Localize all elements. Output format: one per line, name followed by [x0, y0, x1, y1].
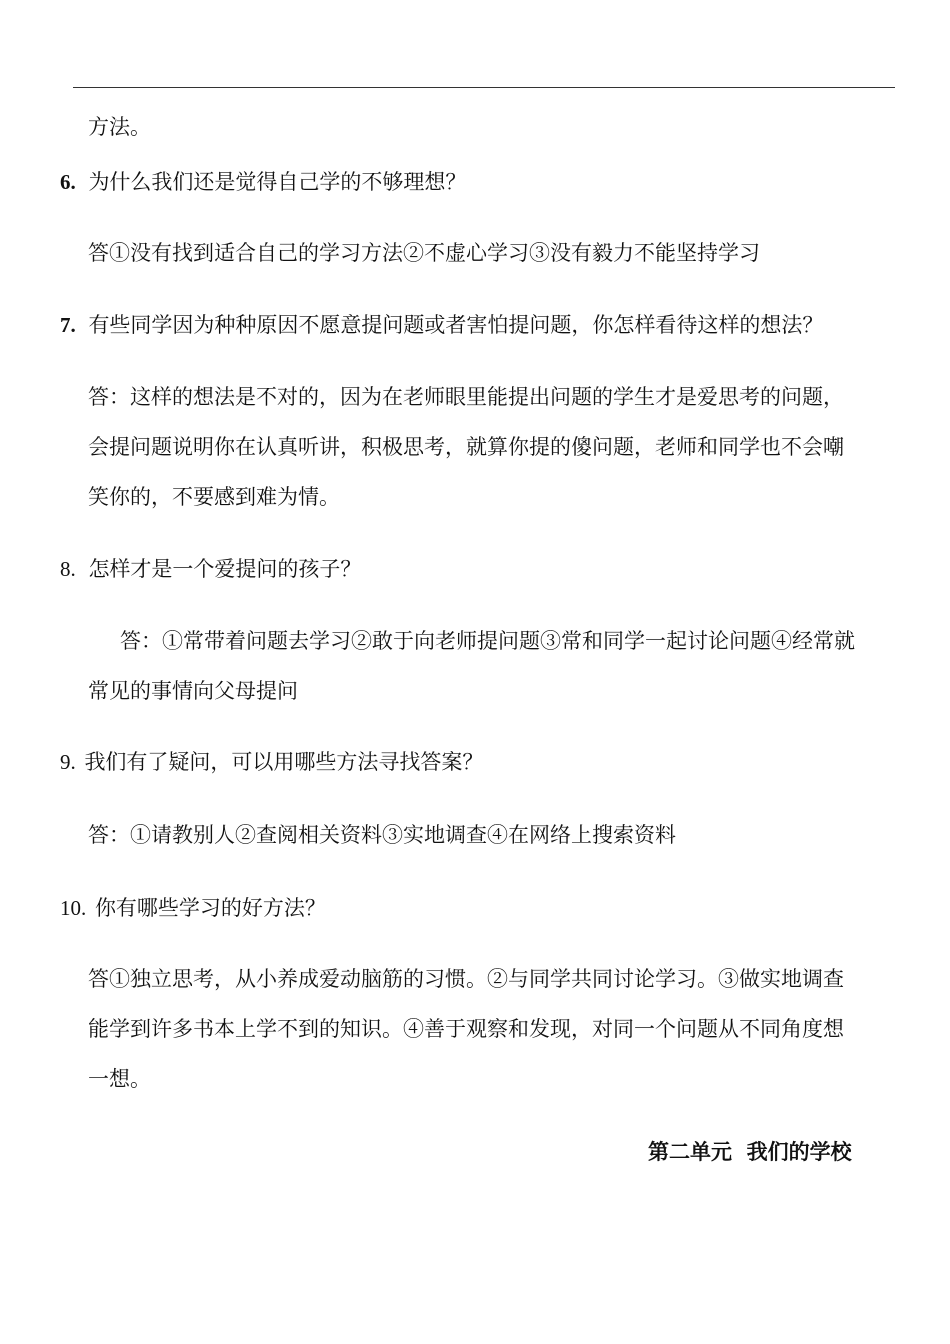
answer-8-line-2 [88, 676, 298, 706]
answer-10-line-2 [88, 1014, 844, 1044]
question-number: 8. [60, 557, 76, 581]
answer-text: 答①独立思考，从小养成爱动脑筋的习惯。②与同学共同讨论学习。③做实地调查 [88, 967, 844, 991]
answer-text: 答①没有找到适合自己的学习方法②不虚心学习③没有毅力不能坚持学习 [88, 241, 760, 265]
answer-10-line-3 [88, 1064, 151, 1094]
answer-8-line-1 [120, 626, 855, 656]
answer-text: 笑你的，不要感到难为情。 [88, 485, 340, 509]
answer-text: 一想。 [88, 1067, 151, 1091]
question-number: 10. [60, 896, 87, 920]
question-7 [60, 310, 823, 340]
question-text: 为什么我们还是觉得自己学的不够理想？ [88, 170, 467, 194]
question-number: 9. [60, 750, 76, 774]
answer-7-line-2 [88, 432, 844, 462]
answer-text: 常见的事情向父母提问 [88, 679, 298, 703]
question-text: 你有哪些学习的好方法？ [94, 896, 326, 920]
answer-9 [88, 820, 676, 850]
section-heading: 第二单元 我们的学校 [648, 1139, 852, 1164]
answer-7-line-1 [88, 382, 844, 412]
question-8 [60, 554, 361, 584]
question-9 [60, 747, 483, 777]
question-6 [60, 167, 466, 197]
question-text: 有些同学因为种种原因不愿意提问题或者害怕提问题，你怎样看待这样的想法？ [88, 313, 824, 337]
text-line-1 [88, 112, 151, 142]
answer-text: 能学到许多书本上学不到的知识。④善于观察和发现，对同一个问题从不同角度想 [88, 1017, 844, 1041]
answer-text: 答：①请教别人②查阅相关资料③实地调查④在网络上搜索资料 [88, 823, 676, 847]
answer-10-line-1 [88, 964, 844, 994]
question-text: 怎样才是一个爱提问的孩子？ [88, 557, 362, 581]
question-text: 我们有了疑问，可以用哪些方法寻找答案？ [84, 750, 484, 774]
answer-6 [88, 238, 760, 268]
question-10 [60, 893, 326, 923]
answer-text: 答：这样的想法是不对的，因为在老师眼里能提出问题的学生才是爱思考的问题， [88, 385, 844, 409]
question-number: 7. [60, 313, 76, 337]
header-rule [73, 87, 895, 88]
question-number: 6. [60, 170, 76, 194]
line-text: 方法。 [88, 115, 151, 139]
answer-text: 答：①常带着问题去学习②敢于向老师提问题③常和同学一起讨论问题④经常就 [120, 629, 855, 653]
answer-text: 会提问题说明你在认真听讲，积极思考，就算你提的傻问题，老师和同学也不会嘲 [88, 435, 844, 459]
answer-7-line-3 [88, 482, 340, 512]
